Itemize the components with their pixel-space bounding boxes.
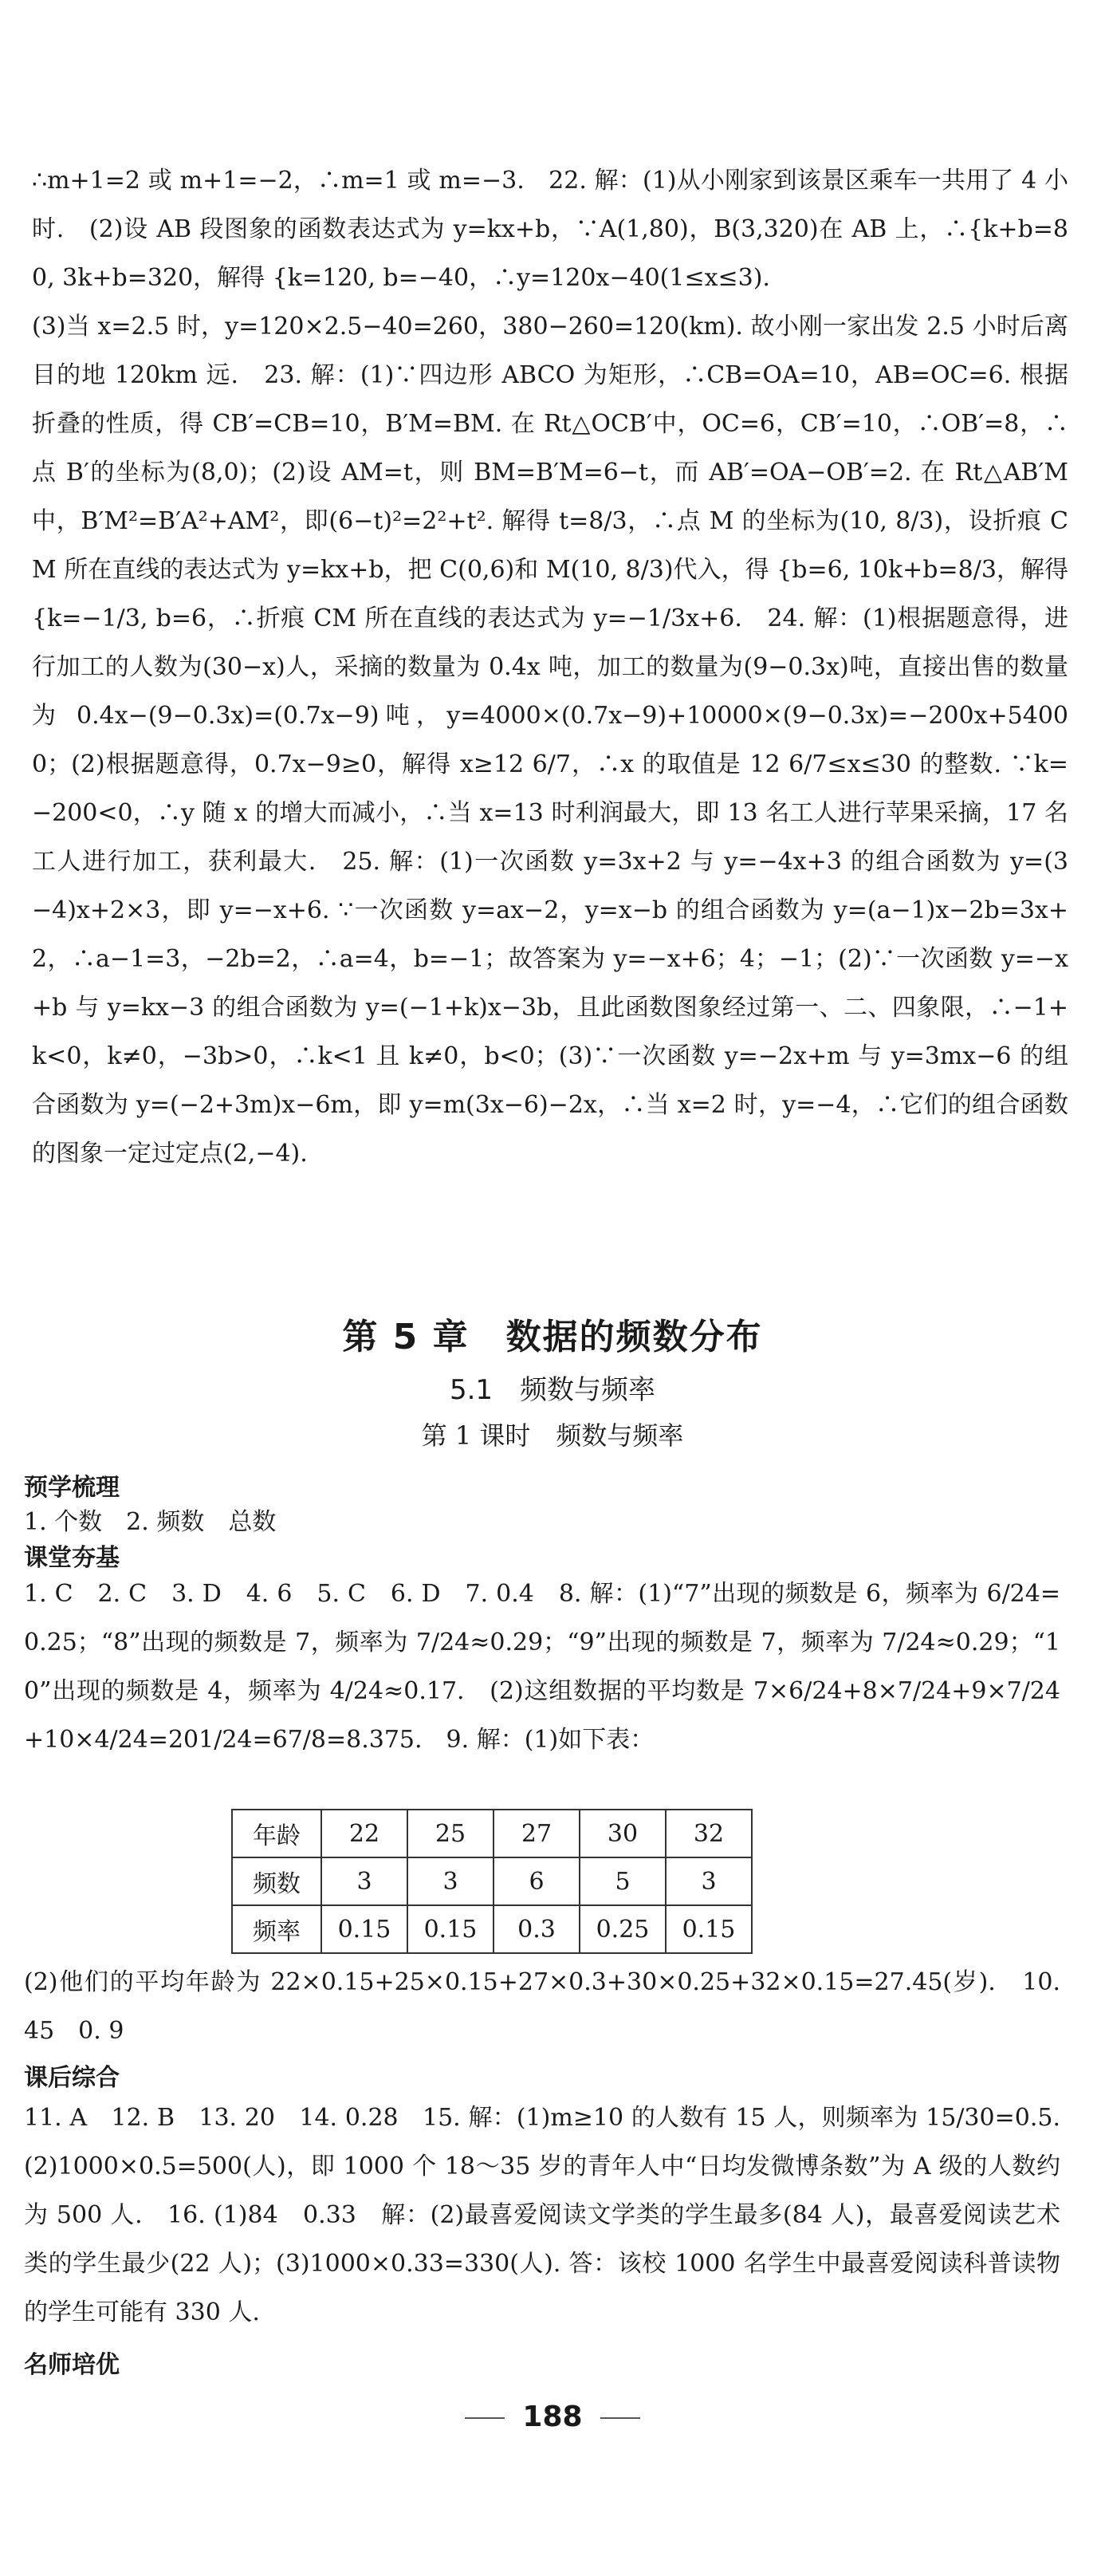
table-cell: 22 bbox=[321, 1810, 407, 1857]
chapter-title: 第 5 章 数据的频数分布 bbox=[342, 1317, 763, 1357]
table-cell: 年龄 bbox=[232, 1810, 321, 1857]
table-cell: 0.15 bbox=[407, 1905, 494, 1953]
after-table-text: (2)他们的平均年龄为 22×0.15+25×0.15+27×0.3+30×0.25+32×0.15=27.45(岁). 10. 45 0. 9 bbox=[24, 1968, 1060, 2045]
after-class-text: 11. A 12. B 13. 20 14. 0.28 15. 解：(1)m≥10 的人数有 15 人，则频率为 15/30=0.5. (2)1000×0.5=500(人)，即 1000 个 18～35 岁的青年人中“日均发微博条数”为 A 级的人数约为 500 人. 16. (1)84 0.33 解：(2)最喜爱阅读文学类的学生最多(84 人)，最喜爱阅读艺术类的学生最少(22 人)；(3)1000×0.33=330(人). 答：该校 1000 名学生中最喜爱阅读科普读物的学生可能有 330 人. bbox=[24, 2104, 1084, 2326]
table-cell: 32 bbox=[666, 1810, 752, 1857]
table-cell: 5 bbox=[580, 1857, 666, 1905]
table-row bbox=[232, 1905, 752, 1953]
after-class-heading: 课后综合 bbox=[24, 2064, 120, 2092]
table-cell: 25 bbox=[407, 1810, 494, 1857]
table-cell: 27 bbox=[494, 1810, 580, 1857]
table-cell: 3 bbox=[666, 1857, 752, 1905]
class-text: 1. C 2. C 3. D 4. 6 5. C 6. D 7. 0.4 8. 解：(1)“7”出现的频数是 6，频率为 6/24=0.25；“8”出现的频数是 7，频率为 7/24≈0.29；“9”出现的频数是 7，频率为 7/24≈0.29；“10”出现的频数是 4，频率为 4/24≈0.17. (2)这组数据的平均数是 7×6/24+8×7/24+9×7/24+10×4/24=201/24=67/8=8.375. 9. 解：(1)如下表： bbox=[24, 1580, 1060, 1754]
preview-text: 1. 个数 2. 频数 总数 bbox=[24, 1508, 277, 1536]
table-cell: 频数 bbox=[232, 1857, 321, 1905]
table-cell: 30 bbox=[580, 1810, 666, 1857]
page-number-text: 188 bbox=[522, 2401, 583, 2433]
page-number bbox=[0, 2401, 1105, 2433]
class-heading: 课堂夯基 bbox=[24, 1544, 120, 1572]
dash-right bbox=[600, 2417, 640, 2419]
answer-paragraph-2: (3)当 x=2.5 时，y=120×2.5−40=260，380−260=120(km). 故小刚一家出发 2.5 小时后离目的地 120km 远. 23. 解：(1)∵四边形 ABCO 为矩形，∴CB=OA=10，AB=OC=6. 根据折叠的性质，得 CB′=CB=10，B′M=BM. 在 Rt△OCB′中，OC=6，CB′=10，∴OB′=8，∴点 B′的坐标为(8,0)；(2)设 AM=t，则 BM=B′M=6−t，而 AB′=OA−OB′=2. 在 Rt△AB′M 中，B′M²=B′A²+AM²，即(6−t)²=2²+t². 解得 t=8/3，∴点 M 的坐标为(10, 8/3)，设折痕 CM 所在直线的表达式为 y=kx+b，把 C(0,6)和 M(10, 8/3)代入，得 {b=6, 10k+b=8/3，解得 {k=−1/3, b=6，∴折痕 CM 所在直线的表达式为 y=−1/3x+6. 24. 解：(1)根据题意得，进行加工的人数为(30−x)人，采摘的数量为 0.4x 吨，加工的数量为(9−0.3x)吨，直接出售的数量为 0.4x−(9−0.3x)=(0.7x−9)吨，y=4000×(0.7x−9)+10000×(9−0.3x)=−200x+54000；(2)根据题意得，0.7x−9≥0，解得 x≥12 6/7，∴x 的取值是 12 6/7≤x≤30 的整数. ∵k=−200<0，∴y 随 x 的增大而减小，∴当 x=13 时利润最大，即 13 名工人进行苹果采摘，17 名工人进行加工，获利最大. 25. 解：(1)一次函数 y=3x+2 与 y=−4x+3 的组合函数为 y=(3−4)x+2×3，即 y=−x+6. ∵一次函数 y=ax−2，y=x−b 的组合函数为 y=(a−1)x−2b=3x+2，∴a−1=3，−2b=2，∴a=4，b=−1；故答案为 y=−x+6；4；−1；(2)∵一次函数 y=−x+b 与 y=kx−3 的组合函数为 y=(−1+k)x−3b，且此函数图象经过第一、二、四象限，∴−1+k<0，k≠0，−3b>0，∴k<1 且 k≠0，b<0；(3)∵一次函数 y=−2x+m 与 y=3mx−6 的组合函数为 y=(−2+3m)x−6m，即 y=m(3x−6)−2x，∴当 x=2 时，y=−4，∴它们的组合函数的图象一定过定点(2,−4). bbox=[32, 313, 1068, 1168]
table-cell: 3 bbox=[407, 1857, 494, 1905]
table-cell: 0.3 bbox=[494, 1905, 580, 1953]
table-cell: 频率 bbox=[232, 1905, 321, 1953]
table-row bbox=[232, 1857, 752, 1905]
teacher-heading: 名师培优 bbox=[24, 2351, 120, 2379]
table-row bbox=[232, 1810, 752, 1857]
table-cell: 0.15 bbox=[666, 1905, 752, 1953]
preview-heading: 预学梳理 bbox=[24, 1474, 120, 1502]
section-title: 5.1 频数与频率 bbox=[449, 1374, 656, 1406]
table-cell: 0.15 bbox=[321, 1905, 407, 1953]
dash-left bbox=[465, 2417, 505, 2419]
table-cell: 3 bbox=[321, 1857, 407, 1905]
table-cell: 0.25 bbox=[580, 1905, 666, 1953]
table-cell: 6 bbox=[494, 1857, 580, 1905]
answer-paragraph-1: ∴m+1=2 或 m+1=−2，∴m=1 或 m=−3. 22. 解：(1)从小刚家到该景区乘车一共用了 4 小时. (2)设 AB 段图象的函数表达式为 y=kx+b，∵A(1,80)，B(3,320)在 AB 上，∴{k+b=80, 3k+b=320，解得 {k=120, b=−40，∴y=120x−40(1≤x≤3). bbox=[32, 167, 1068, 292]
lesson-title: 第 1 课时 频数与频率 bbox=[421, 1420, 684, 1451]
age-frequency-table bbox=[231, 1809, 753, 1954]
answers-top bbox=[32, 156, 1068, 1178]
